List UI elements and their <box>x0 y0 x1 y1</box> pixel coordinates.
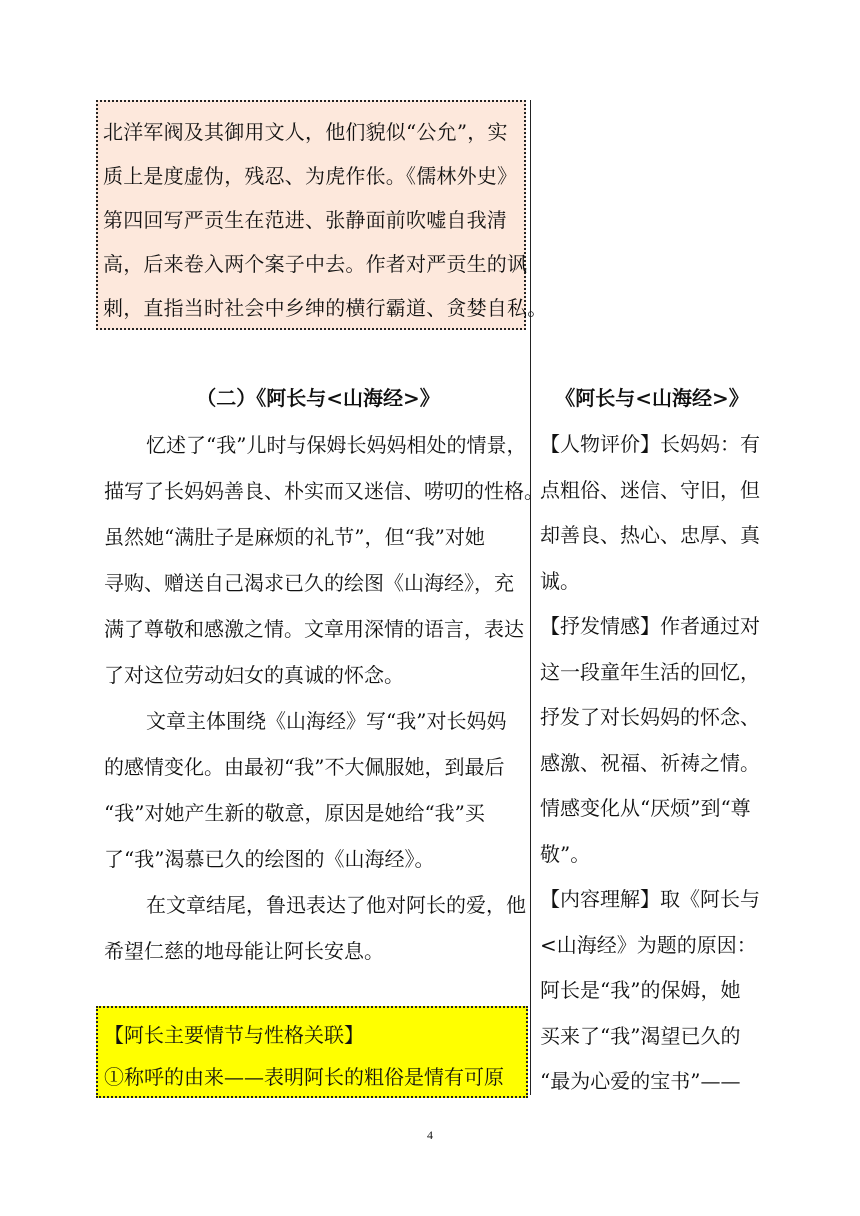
section-heading: （二）《阿长与<山海经>》 <box>196 386 440 410</box>
paragraph-3 <box>104 882 526 974</box>
highlight-box <box>96 1006 528 1098</box>
text-line: 虽然她“满肚子是麻烦的礼节”，但“我”对她 <box>104 525 485 549</box>
note-line: 【内容理解】取《阿长与 <box>540 887 760 911</box>
note-line: 【抒发情感】作者通过对 <box>540 614 760 638</box>
excerpt-line: 北洋军阀及其御用文人，他们貌似“公允”，实 <box>103 120 508 144</box>
text-line: 希望仁慈的地母能让阿长安息。 <box>104 939 384 963</box>
text-line: 文章主体围绕《山海经》写“我”对长妈妈 <box>146 709 507 733</box>
text-line: 寻购、赠送自己渴求已久的绘图《山海经》，充 <box>104 571 514 595</box>
note-line: 这一段童年生活的回忆， <box>540 659 760 684</box>
excerpt-line: 高，后来卷入两个案子中去。作者对严贡生的讽 <box>103 252 528 276</box>
notes-title: 《阿长与<山海经>》 <box>555 386 749 410</box>
text-line: 的感情变化。由最初“我”不大佩服她，到最后 <box>104 755 505 779</box>
note-line: 阿长是“我”的保姆，她 <box>540 978 741 1002</box>
paragraph-2 <box>104 698 526 882</box>
paragraph-1 <box>104 422 544 698</box>
text-line: 了“我”渴慕已久的绘图的《山海经》。 <box>104 847 435 871</box>
excerpt-line: 刺，直指当时社会中乡绅的横行霸道、贪婪自私。 <box>103 296 548 320</box>
text-line: “我”对她产生新的敬意，原因是她给“我”买 <box>104 801 485 825</box>
note-line: 点粗俗、迷信、守旧，但 <box>540 477 760 502</box>
text-line: 在文章结尾，鲁迅表达了他对阿长的爱，他 <box>146 893 526 917</box>
page-number: 4 <box>427 1128 433 1142</box>
note-line: 抒发了对长妈妈的怀念、 <box>540 705 760 729</box>
note-line: 却善良、热心、忠厚、真 <box>540 523 760 547</box>
text-line: 描写了长妈妈善良、朴实而又迷信、唠叨的性格。 <box>104 479 544 503</box>
highlight-line: ①称呼的由来——表明阿长的粗俗是情有可原 <box>104 1065 504 1089</box>
note-line: 情感变化从“厌烦”到“尊 <box>540 796 751 820</box>
excerpt-line: 质上是度虚伪，残忍、为虎作伥。《儒林外史》 <box>103 164 518 188</box>
text-line: 忆述了“我”儿时与保姆长妈妈相处的情景， <box>146 433 527 457</box>
notes-column <box>540 380 764 1105</box>
note-line: 买来了“我”渴望已久的 <box>540 1023 741 1048</box>
text-line: 满了尊敬和感激之情。文章用深情的语言，表达 <box>104 617 524 641</box>
note-line: 敬”。 <box>540 841 591 866</box>
note-line: <山海经》为题的原因： <box>540 932 757 957</box>
note-line: 感激、祝福、祈祷之情。 <box>540 750 760 775</box>
column-divider <box>530 100 531 1095</box>
main-column <box>104 380 544 974</box>
note-line: 诚。 <box>540 568 580 593</box>
excerpt-line: 第四回写严贡生在范进、张静面前吹嘘自我清 <box>103 208 507 232</box>
highlight-title: 【阿长主要情节与性格关联】 <box>104 1023 364 1047</box>
note-line: “最为心爱的宝书”—— <box>540 1069 741 1093</box>
excerpt-box <box>96 100 548 330</box>
text-line: 了对这位劳动妇女的真诚的怀念。 <box>104 663 404 687</box>
note-line: 【人物评价】长妈妈：有 <box>540 432 760 456</box>
